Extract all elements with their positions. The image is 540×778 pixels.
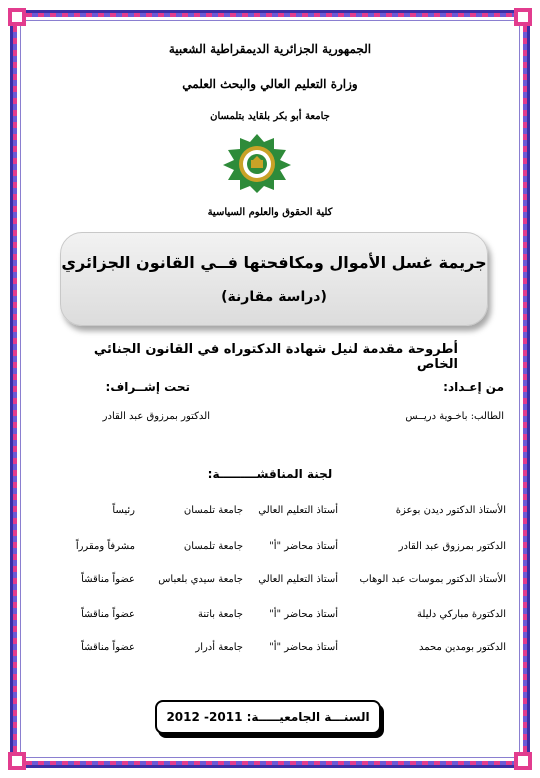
committee-row xyxy=(0,609,540,627)
committee-row xyxy=(0,642,540,660)
member-name: الأستاذ الدكتور ديدن بوعزة xyxy=(395,505,506,516)
member-rank: أستاذ محاضر "أ" xyxy=(269,541,338,552)
member-university: جامعة سيدي بلعباس xyxy=(158,574,243,585)
member-university: جامعة تلمسان xyxy=(183,541,243,552)
prepared-by-label: من إعـداد: xyxy=(443,380,504,394)
member-rank: أستاذ محاضر "أ" xyxy=(269,642,338,653)
member-university: جامعة تلمسان xyxy=(183,505,243,516)
thesis-subtitle: (دراسة مقارنة) xyxy=(221,289,327,305)
member-name: الدكتورة مباركي دليلة xyxy=(417,609,506,620)
border-ornament-bottom xyxy=(26,761,514,765)
member-role: عضواً مناقشاً xyxy=(81,609,135,620)
member-rank: أستاذ محاضر "أ" xyxy=(269,609,338,620)
thesis-degree-line: أطروحة مقدمة لنيل شهادة الدكتوراه في القانون الجنائي الخاص xyxy=(93,342,458,372)
member-rank: أستاذ التعليم العالي xyxy=(258,505,338,516)
republic-heading: الجمهورية الجزائرية الديمقراطية الشعبية xyxy=(168,42,372,56)
student-name: الطالب: باخـوية دريــس xyxy=(405,411,504,422)
member-name: الأستاذ الدكتور بموسات عبد الوهاب xyxy=(359,574,506,585)
committee-heading: لجنة المناقشـــــــــة: xyxy=(207,467,333,481)
committee-row xyxy=(0,574,540,592)
university-emblem-icon xyxy=(220,132,294,194)
member-university: جامعة باتنة xyxy=(198,609,243,620)
faculty-heading: كلية الحقوق والعلوم السياسية xyxy=(207,207,333,218)
member-name: الدكتور بمرزوق عبد القادر xyxy=(398,541,506,552)
member-role: عضواً مناقشاً xyxy=(81,642,135,653)
corner-ornament-bottom-right xyxy=(514,752,532,770)
member-role: رئيساً xyxy=(112,505,135,516)
ministry-heading: وزارة التعليم العالي والبحث العلمي xyxy=(182,77,358,91)
member-rank: أستاذ التعليم العالي xyxy=(258,574,338,585)
academic-year-box: السنـــة الجامعيـــــة: 2011- 2012 xyxy=(155,700,381,734)
thesis-title: جريمة غسل الأموال ومكافحتها فــي القانون الجزائري xyxy=(61,253,487,272)
corner-ornament-top-right xyxy=(514,8,532,26)
member-role: عضواً مناقشاً xyxy=(81,574,135,585)
corner-ornament-top-left xyxy=(8,8,26,26)
member-university: جامعة أدرار xyxy=(195,642,243,653)
border-ornament-top xyxy=(26,13,514,17)
committee-row xyxy=(0,505,540,523)
supervision-label: تحت إشــراف: xyxy=(105,380,190,394)
committee-row xyxy=(0,541,540,559)
thesis-title-box xyxy=(60,232,488,326)
member-role: مشرفاً ومقرراً xyxy=(75,541,135,552)
member-name: الدكتور بومدين محمد xyxy=(419,642,506,653)
corner-ornament-bottom-left xyxy=(8,752,26,770)
supervisor-name: الدكتور بمرزوق عبد القادر xyxy=(102,411,210,422)
university-heading: جامعة أبو بكر بلقايد بتلمسان xyxy=(210,111,330,122)
